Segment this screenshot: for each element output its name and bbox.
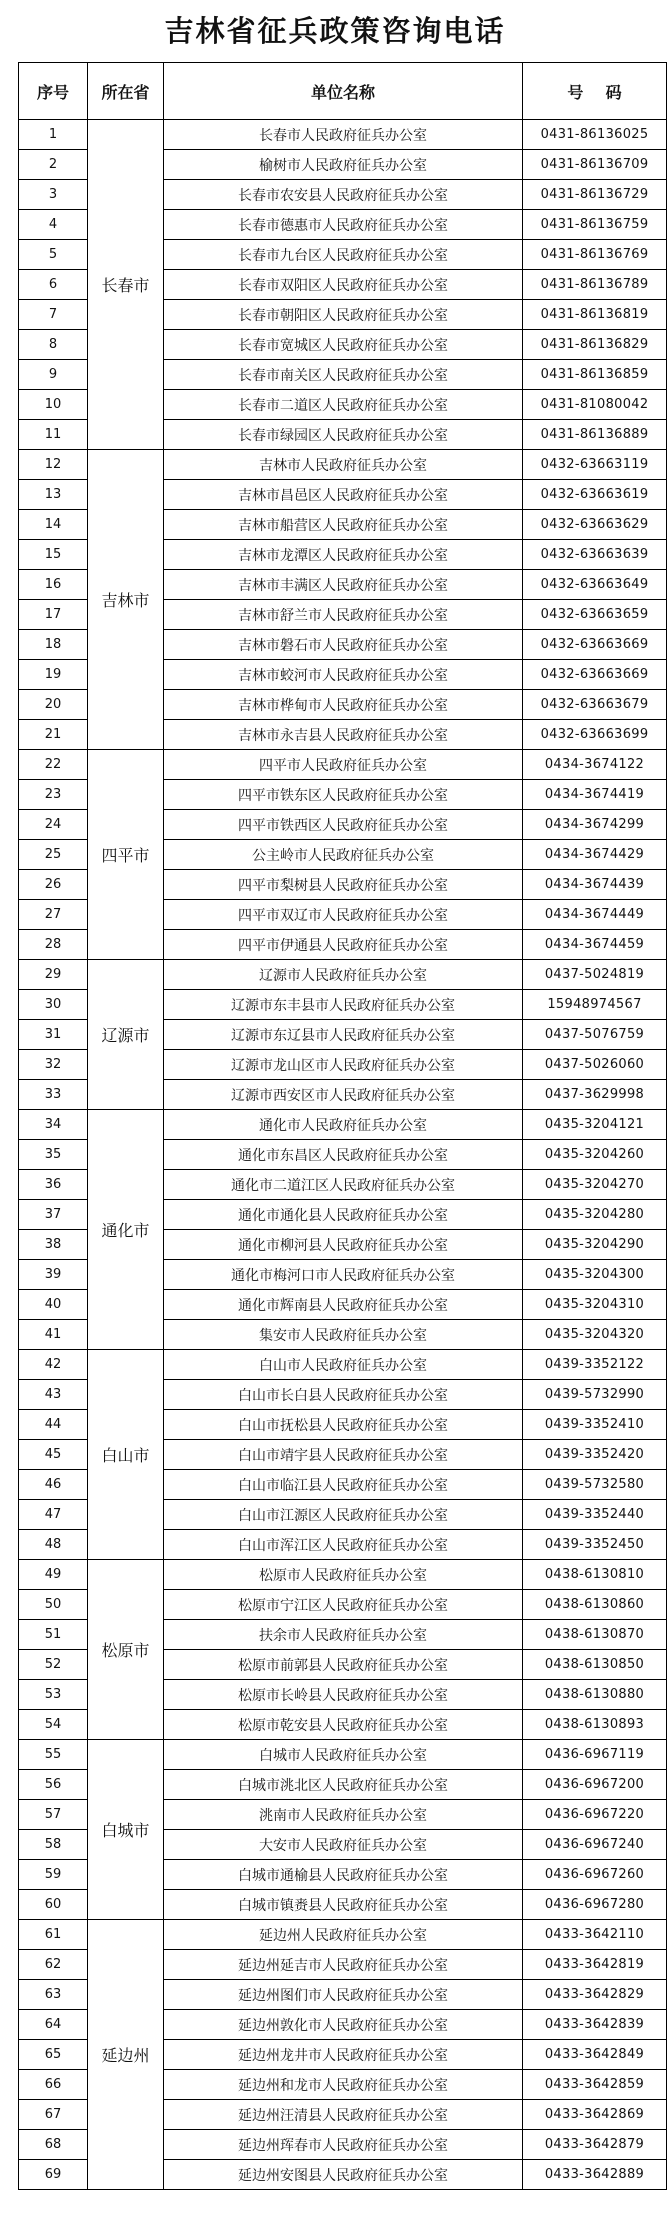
city-cell: 通化市	[88, 1110, 164, 1350]
phone-number: 0431-86136829	[523, 330, 667, 360]
phone-number: 0432-63663619	[523, 480, 667, 510]
city-cell: 延边州	[88, 1920, 164, 2190]
unit-name: 延边州和龙市人民政府征兵办公室	[164, 2070, 523, 2100]
table-row	[19, 120, 667, 150]
unit-name: 吉林市蛟河市人民政府征兵办公室	[164, 660, 523, 690]
row-index: 2	[19, 150, 88, 180]
unit-name: 通化市柳河县人民政府征兵办公室	[164, 1230, 523, 1260]
unit-name: 白山市人民政府征兵办公室	[164, 1350, 523, 1380]
row-index: 60	[19, 1890, 88, 1920]
unit-name: 松原市人民政府征兵办公室	[164, 1560, 523, 1590]
unit-name: 辽源市西安区市人民政府征兵办公室	[164, 1080, 523, 1110]
row-index: 30	[19, 990, 88, 1020]
row-index: 40	[19, 1290, 88, 1320]
unit-name: 长春市人民政府征兵办公室	[164, 120, 523, 150]
phone-number: 0433-3642879	[523, 2130, 667, 2160]
row-index: 17	[19, 600, 88, 630]
row-index: 66	[19, 2070, 88, 2100]
row-index: 57	[19, 1800, 88, 1830]
contact-table	[18, 62, 667, 2190]
phone-number: 0432-63663659	[523, 600, 667, 630]
row-index: 43	[19, 1380, 88, 1410]
row-index: 6	[19, 270, 88, 300]
row-index: 37	[19, 1200, 88, 1230]
row-index: 10	[19, 390, 88, 420]
phone-number: 0432-63663699	[523, 720, 667, 750]
phone-number: 0435-3204300	[523, 1260, 667, 1290]
header-index: 序号	[19, 63, 88, 120]
phone-number: 0432-63663649	[523, 570, 667, 600]
phone-number: 0431-86136819	[523, 300, 667, 330]
row-index: 24	[19, 810, 88, 840]
phone-number: 0433-3642839	[523, 2010, 667, 2040]
phone-number: 0432-63663119	[523, 450, 667, 480]
phone-number: 0436-6967119	[523, 1740, 667, 1770]
row-index: 34	[19, 1110, 88, 1140]
row-index: 48	[19, 1530, 88, 1560]
row-index: 19	[19, 660, 88, 690]
unit-name: 白城市镇赉县人民政府征兵办公室	[164, 1890, 523, 1920]
unit-name: 延边州珲春市人民政府征兵办公室	[164, 2130, 523, 2160]
row-index: 36	[19, 1170, 88, 1200]
unit-name: 延边州龙井市人民政府征兵办公室	[164, 2040, 523, 2070]
unit-name: 延边州延吉市人民政府征兵办公室	[164, 1950, 523, 1980]
header-city: 所在省	[88, 63, 164, 120]
unit-name: 四平市伊通县人民政府征兵办公室	[164, 930, 523, 960]
row-index: 21	[19, 720, 88, 750]
city-cell: 吉林市	[88, 450, 164, 750]
unit-name: 延边州汪清县人民政府征兵办公室	[164, 2100, 523, 2130]
unit-name: 扶余市人民政府征兵办公室	[164, 1620, 523, 1650]
unit-name: 吉林市永吉县人民政府征兵办公室	[164, 720, 523, 750]
table-body	[19, 120, 667, 2190]
row-index: 18	[19, 630, 88, 660]
unit-name: 集安市人民政府征兵办公室	[164, 1320, 523, 1350]
phone-number: 0431-86136709	[523, 150, 667, 180]
unit-name: 四平市铁东区人民政府征兵办公室	[164, 780, 523, 810]
phone-number: 0432-63663679	[523, 690, 667, 720]
unit-name: 长春市绿园区人民政府征兵办公室	[164, 420, 523, 450]
row-index: 29	[19, 960, 88, 990]
phone-number: 0437-3629998	[523, 1080, 667, 1110]
phone-number: 0433-3642889	[523, 2160, 667, 2190]
unit-name: 白山市江源区人民政府征兵办公室	[164, 1500, 523, 1530]
city-cell: 辽源市	[88, 960, 164, 1110]
phone-number: 0431-81080042	[523, 390, 667, 420]
phone-number: 0431-86136025	[523, 120, 667, 150]
unit-name: 长春市九台区人民政府征兵办公室	[164, 240, 523, 270]
row-index: 44	[19, 1410, 88, 1440]
row-index: 25	[19, 840, 88, 870]
row-index: 8	[19, 330, 88, 360]
unit-name: 通化市东昌区人民政府征兵办公室	[164, 1140, 523, 1170]
row-index: 52	[19, 1650, 88, 1680]
unit-name: 吉林市船营区人民政府征兵办公室	[164, 510, 523, 540]
unit-name: 白山市长白县人民政府征兵办公室	[164, 1380, 523, 1410]
phone-number: 15948974567	[523, 990, 667, 1020]
phone-number: 0436-6967220	[523, 1800, 667, 1830]
phone-number: 0438-6130880	[523, 1680, 667, 1710]
unit-name: 松原市宁江区人民政府征兵办公室	[164, 1590, 523, 1620]
row-index: 14	[19, 510, 88, 540]
phone-number: 0436-6967240	[523, 1830, 667, 1860]
phone-number: 0434-3674299	[523, 810, 667, 840]
phone-number: 0435-3204310	[523, 1290, 667, 1320]
phone-number: 0431-86136889	[523, 420, 667, 450]
unit-name: 辽源市东丰县市人民政府征兵办公室	[164, 990, 523, 1020]
unit-name: 长春市二道区人民政府征兵办公室	[164, 390, 523, 420]
table-row	[19, 1740, 667, 1770]
phone-number: 0439-3352440	[523, 1500, 667, 1530]
row-index: 27	[19, 900, 88, 930]
row-index: 12	[19, 450, 88, 480]
city-cell: 白山市	[88, 1350, 164, 1560]
row-index: 26	[19, 870, 88, 900]
row-index: 51	[19, 1620, 88, 1650]
phone-number: 0437-5076759	[523, 1020, 667, 1050]
row-index: 49	[19, 1560, 88, 1590]
table-row	[19, 450, 667, 480]
unit-name: 长春市南关区人民政府征兵办公室	[164, 360, 523, 390]
row-index: 15	[19, 540, 88, 570]
header-phone: 号 码	[523, 63, 667, 120]
phone-number: 0432-63663669	[523, 660, 667, 690]
phone-number: 0439-3352450	[523, 1530, 667, 1560]
row-index: 55	[19, 1740, 88, 1770]
phone-number: 0435-3204121	[523, 1110, 667, 1140]
row-index: 9	[19, 360, 88, 390]
table-header-row	[19, 63, 667, 120]
phone-number: 0434-3674122	[523, 750, 667, 780]
row-index: 61	[19, 1920, 88, 1950]
row-index: 32	[19, 1050, 88, 1080]
unit-name: 四平市人民政府征兵办公室	[164, 750, 523, 780]
row-index: 22	[19, 750, 88, 780]
row-index: 35	[19, 1140, 88, 1170]
phone-number: 0434-3674429	[523, 840, 667, 870]
unit-name: 辽源市龙山区市人民政府征兵办公室	[164, 1050, 523, 1080]
unit-name: 吉林市丰满区人民政府征兵办公室	[164, 570, 523, 600]
phone-number: 0439-3352122	[523, 1350, 667, 1380]
phone-number: 0434-3674459	[523, 930, 667, 960]
phone-number: 0433-3642829	[523, 1980, 667, 2010]
phone-number: 0433-3642859	[523, 2070, 667, 2100]
city-cell: 松原市	[88, 1560, 164, 1740]
row-index: 65	[19, 2040, 88, 2070]
unit-name: 长春市德惠市人民政府征兵办公室	[164, 210, 523, 240]
table-row	[19, 750, 667, 780]
row-index: 39	[19, 1260, 88, 1290]
row-index: 28	[19, 930, 88, 960]
row-index: 54	[19, 1710, 88, 1740]
row-index: 5	[19, 240, 88, 270]
unit-name: 四平市双辽市人民政府征兵办公室	[164, 900, 523, 930]
header-unit: 单位名称	[164, 63, 523, 120]
unit-name: 洮南市人民政府征兵办公室	[164, 1800, 523, 1830]
phone-number: 0432-63663629	[523, 510, 667, 540]
unit-name: 长春市农安县人民政府征兵办公室	[164, 180, 523, 210]
row-index: 56	[19, 1770, 88, 1800]
city-cell: 四平市	[88, 750, 164, 960]
phone-number: 0434-3674449	[523, 900, 667, 930]
row-index: 67	[19, 2100, 88, 2130]
unit-name: 四平市梨树县人民政府征兵办公室	[164, 870, 523, 900]
row-index: 45	[19, 1440, 88, 1470]
phone-number: 0436-6967280	[523, 1890, 667, 1920]
phone-number: 0435-3204260	[523, 1140, 667, 1170]
row-index: 68	[19, 2130, 88, 2160]
phone-number: 0439-3352410	[523, 1410, 667, 1440]
phone-number: 0432-63663639	[523, 540, 667, 570]
unit-name: 白山市靖宇县人民政府征兵办公室	[164, 1440, 523, 1470]
phone-number: 0438-6130810	[523, 1560, 667, 1590]
page-title: 吉林省征兵政策咨询电话	[164, 14, 506, 48]
row-index: 50	[19, 1590, 88, 1620]
phone-number: 0433-3642819	[523, 1950, 667, 1980]
phone-number: 0438-6130860	[523, 1590, 667, 1620]
phone-number: 0434-3674439	[523, 870, 667, 900]
row-index: 47	[19, 1500, 88, 1530]
row-index: 7	[19, 300, 88, 330]
unit-name: 通化市梅河口市人民政府征兵办公室	[164, 1260, 523, 1290]
phone-number: 0433-3642849	[523, 2040, 667, 2070]
row-index: 38	[19, 1230, 88, 1260]
row-index: 11	[19, 420, 88, 450]
phone-number: 0438-6130850	[523, 1650, 667, 1680]
phone-number: 0437-5026060	[523, 1050, 667, 1080]
row-index: 33	[19, 1080, 88, 1110]
unit-name: 大安市人民政府征兵办公室	[164, 1830, 523, 1860]
unit-name: 白城市洮北区人民政府征兵办公室	[164, 1770, 523, 1800]
phone-number: 0437-5024819	[523, 960, 667, 990]
row-index: 23	[19, 780, 88, 810]
phone-number: 0436-6967260	[523, 1860, 667, 1890]
unit-name: 延边州人民政府征兵办公室	[164, 1920, 523, 1950]
unit-name: 通化市通化县人民政府征兵办公室	[164, 1200, 523, 1230]
row-index: 69	[19, 2160, 88, 2190]
phone-number: 0435-3204290	[523, 1230, 667, 1260]
unit-name: 吉林市龙潭区人民政府征兵办公室	[164, 540, 523, 570]
unit-name: 四平市铁西区人民政府征兵办公室	[164, 810, 523, 840]
unit-name: 吉林市昌邑区人民政府征兵办公室	[164, 480, 523, 510]
unit-name: 延边州敦化市人民政府征兵办公室	[164, 2010, 523, 2040]
row-index: 58	[19, 1830, 88, 1860]
unit-name: 延边州图们市人民政府征兵办公室	[164, 1980, 523, 2010]
unit-name: 松原市长岭县人民政府征兵办公室	[164, 1680, 523, 1710]
unit-name: 吉林市舒兰市人民政府征兵办公室	[164, 600, 523, 630]
unit-name: 辽源市东辽县市人民政府征兵办公室	[164, 1020, 523, 1050]
row-index: 59	[19, 1860, 88, 1890]
unit-name: 榆树市人民政府征兵办公室	[164, 150, 523, 180]
unit-name: 白城市人民政府征兵办公室	[164, 1740, 523, 1770]
phone-number: 0431-86136759	[523, 210, 667, 240]
row-index: 20	[19, 690, 88, 720]
row-index: 41	[19, 1320, 88, 1350]
row-index: 46	[19, 1470, 88, 1500]
unit-name: 长春市朝阳区人民政府征兵办公室	[164, 300, 523, 330]
table-row	[19, 1110, 667, 1140]
unit-name: 松原市前郭县人民政府征兵办公室	[164, 1650, 523, 1680]
phone-number: 0431-86136769	[523, 240, 667, 270]
unit-name: 白山市浑江区人民政府征兵办公室	[164, 1530, 523, 1560]
unit-name: 长春市双阳区人民政府征兵办公室	[164, 270, 523, 300]
city-cell: 白城市	[88, 1740, 164, 1920]
phone-number: 0439-3352420	[523, 1440, 667, 1470]
unit-name: 松原市乾安县人民政府征兵办公室	[164, 1710, 523, 1740]
row-index: 62	[19, 1950, 88, 1980]
row-index: 31	[19, 1020, 88, 1050]
phone-number: 0434-3674419	[523, 780, 667, 810]
phone-number: 0438-6130870	[523, 1620, 667, 1650]
table-row	[19, 1920, 667, 1950]
row-index: 4	[19, 210, 88, 240]
table-row	[19, 960, 667, 990]
unit-name: 吉林市磐石市人民政府征兵办公室	[164, 630, 523, 660]
table-row	[19, 1560, 667, 1590]
phone-number: 0433-3642869	[523, 2100, 667, 2130]
unit-name: 通化市人民政府征兵办公室	[164, 1110, 523, 1140]
phone-number: 0435-3204270	[523, 1170, 667, 1200]
unit-name: 公主岭市人民政府征兵办公室	[164, 840, 523, 870]
unit-name: 吉林市桦甸市人民政府征兵办公室	[164, 690, 523, 720]
table-row	[19, 1350, 667, 1380]
row-index: 42	[19, 1350, 88, 1380]
phone-number: 0433-3642110	[523, 1920, 667, 1950]
phone-number: 0431-86136859	[523, 360, 667, 390]
unit-name: 白城市通榆县人民政府征兵办公室	[164, 1860, 523, 1890]
city-cell: 长春市	[88, 120, 164, 450]
phone-number: 0432-63663669	[523, 630, 667, 660]
unit-name: 白山市临江县人民政府征兵办公室	[164, 1470, 523, 1500]
phone-number: 0435-3204280	[523, 1200, 667, 1230]
row-index: 64	[19, 2010, 88, 2040]
row-index: 1	[19, 120, 88, 150]
unit-name: 辽源市人民政府征兵办公室	[164, 960, 523, 990]
row-index: 53	[19, 1680, 88, 1710]
row-index: 3	[19, 180, 88, 210]
unit-name: 白山市抚松县人民政府征兵办公室	[164, 1410, 523, 1440]
phone-number: 0439-5732580	[523, 1470, 667, 1500]
unit-name: 通化市二道江区人民政府征兵办公室	[164, 1170, 523, 1200]
phone-number: 0439-5732990	[523, 1380, 667, 1410]
row-index: 16	[19, 570, 88, 600]
row-index: 13	[19, 480, 88, 510]
phone-number: 0431-86136729	[523, 180, 667, 210]
unit-name: 通化市辉南县人民政府征兵办公室	[164, 1290, 523, 1320]
phone-number: 0435-3204320	[523, 1320, 667, 1350]
unit-name: 延边州安图县人民政府征兵办公室	[164, 2160, 523, 2190]
phone-number: 0431-86136789	[523, 270, 667, 300]
phone-number: 0436-6967200	[523, 1770, 667, 1800]
unit-name: 长春市宽城区人民政府征兵办公室	[164, 330, 523, 360]
unit-name: 吉林市人民政府征兵办公室	[164, 450, 523, 480]
row-index: 63	[19, 1980, 88, 2010]
phone-number: 0438-6130893	[523, 1710, 667, 1740]
